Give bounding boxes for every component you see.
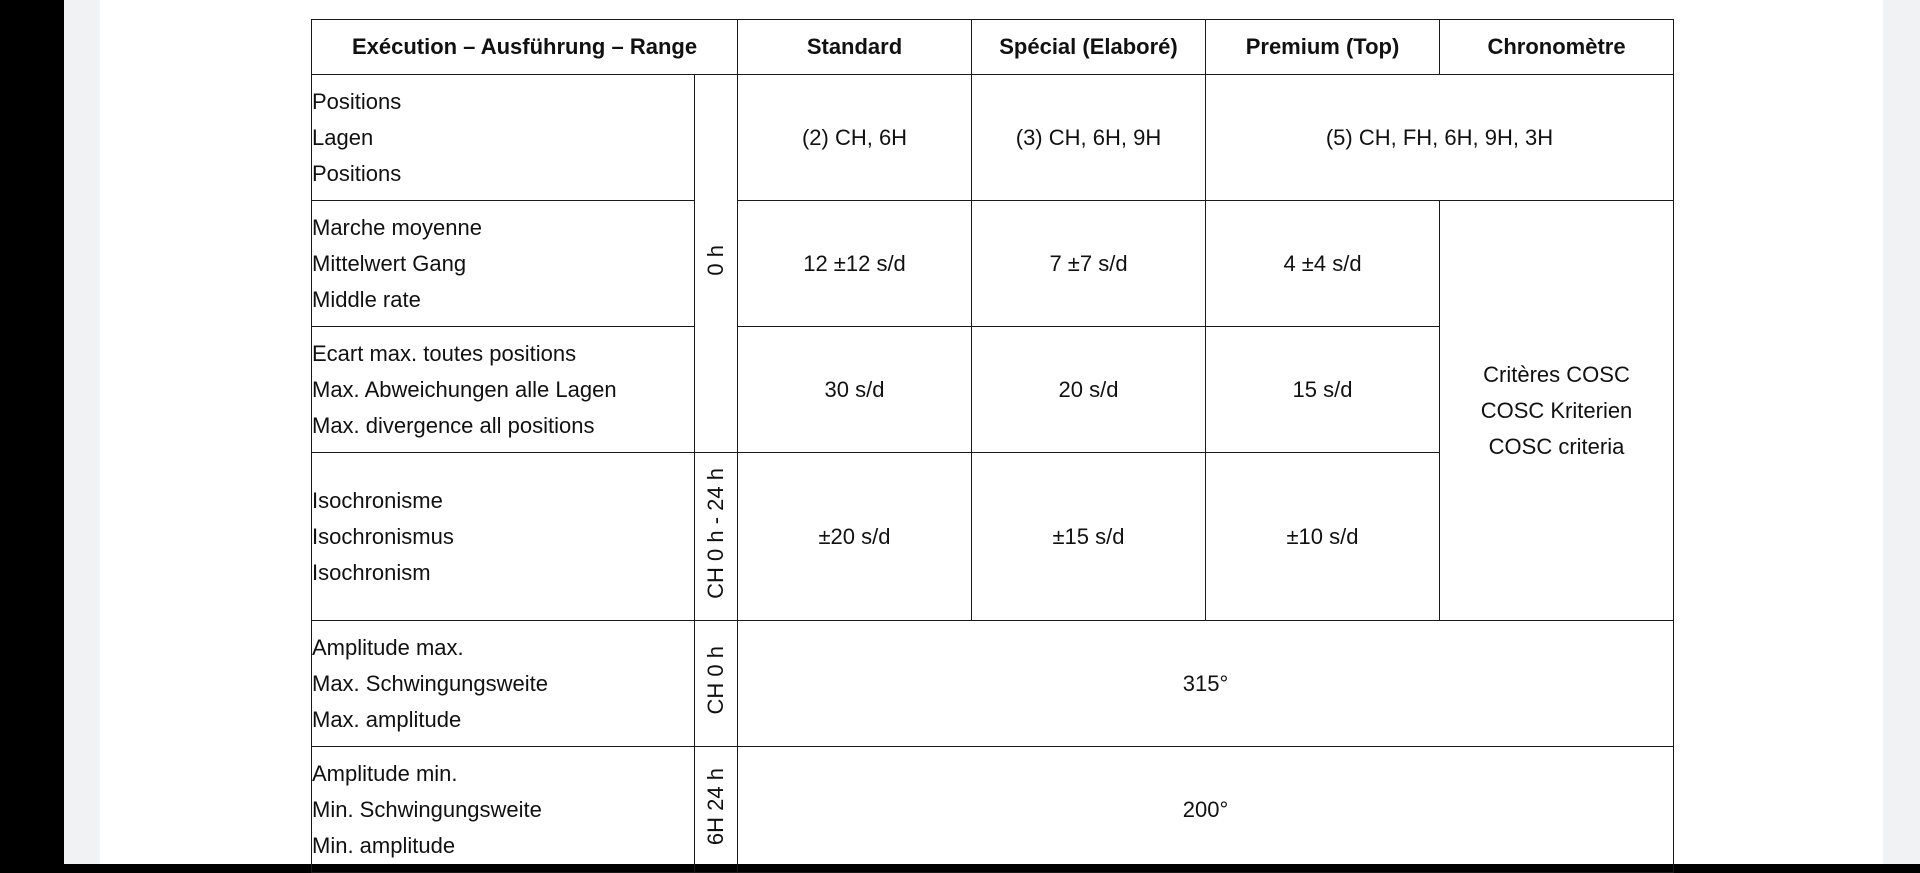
rate-label: Marche moyenne Mittelwert Gang Middle rate (312, 201, 695, 327)
positions-standard: (2) CH, 6H (738, 75, 972, 201)
amplitude-max-label: Amplitude max. Max. Schwingungsweite Max. amplitude (312, 621, 695, 747)
header-chronometre: Chronomètre (1440, 20, 1674, 75)
header-premium: Premium (Top) (1206, 20, 1440, 75)
condition-ch-0h-24h: CH 0 h - 24 h (695, 453, 738, 621)
row-rate (312, 201, 1674, 327)
condition-ch-0h: CH 0 h (695, 621, 738, 747)
row-amplitude-min (312, 747, 1674, 873)
amplitude-min-value: 200° (738, 747, 1674, 873)
header-standard: Standard (738, 20, 972, 75)
row-positions (312, 75, 1674, 201)
rate-premium: 4 ±4 s/d (1206, 201, 1440, 327)
divergence-label: Ecart max. toutes positions Max. Abweichungen alle Lagen Max. divergence all positions (312, 327, 695, 453)
divergence-special: 20 s/d (972, 327, 1206, 453)
rate-special: 7 ±7 s/d (972, 201, 1206, 327)
condition-0h: 0 h (695, 75, 738, 453)
isochronism-special: ±15 s/d (972, 453, 1206, 621)
header-range: Exécution – Ausführung – Range (312, 20, 738, 75)
isochronism-standard: ±20 s/d (738, 453, 972, 621)
positions-premium-chrono: (5) CH, FH, 6H, 9H, 3H (1206, 75, 1674, 201)
condition-6h-24h: 6H 24 h (695, 747, 738, 873)
isochronism-premium: ±10 s/d (1206, 453, 1440, 621)
divergence-premium: 15 s/d (1206, 327, 1440, 453)
amplitude-min-label: Amplitude min. Min. Schwingungsweite Min. amplitude (312, 747, 695, 873)
table-header-row (312, 20, 1674, 75)
left-dark-margin (0, 0, 64, 864)
header-special: Spécial (Elaboré) (972, 20, 1206, 75)
divergence-standard: 30 s/d (738, 327, 972, 453)
cosc-criteria: Critères COSC COSC Kriterien COSC criteria (1440, 201, 1674, 621)
isochronism-label: Isochronisme Isochronismus Isochronism (312, 453, 695, 621)
positions-special: (3) CH, 6H, 9H (972, 75, 1206, 201)
left-gutter (64, 0, 100, 864)
amplitude-max-value: 315° (738, 621, 1674, 747)
rate-standard: 12 ±12 s/d (738, 201, 972, 327)
right-gutter (1883, 0, 1920, 864)
positions-label: Positions Lagen Positions (312, 75, 695, 201)
row-amplitude-max (312, 621, 1674, 747)
regulation-spec-table (311, 19, 1674, 873)
